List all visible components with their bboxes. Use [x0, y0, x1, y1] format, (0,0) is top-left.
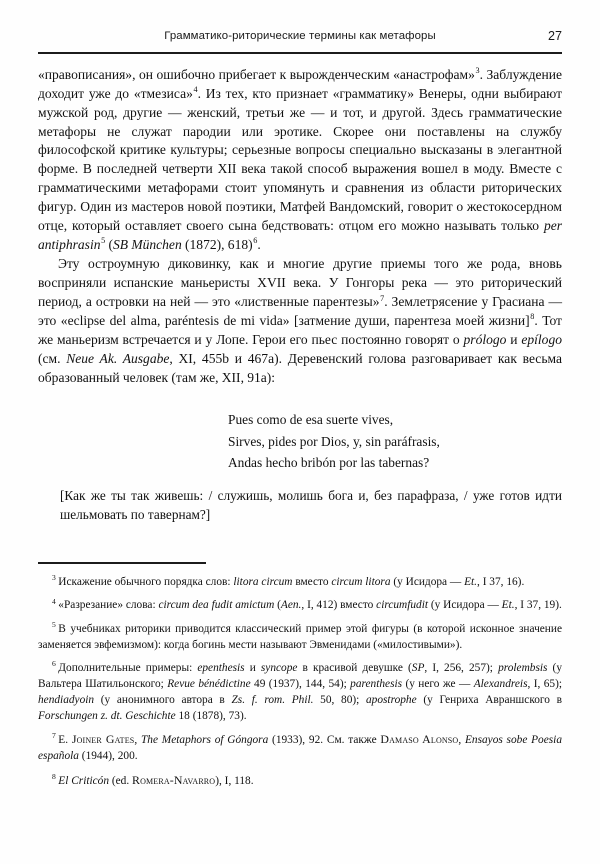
- para1-segment: (1872), 618): [181, 236, 253, 252]
- footnote-marker-7: 7: [380, 293, 385, 303]
- header-title: Грамматико-риторические термины как метафоры: [164, 30, 436, 42]
- footnote-text: (у анонимного автора в: [94, 693, 232, 706]
- footnote-text: В учебниках риторики приводится классический пример этой фигуры (в которой исконное значение заменяется эвфемизмом): когда богинь мести называют Эвменидами («милостивыми»).: [38, 622, 562, 651]
- verse-spacer-bottom: [38, 473, 562, 487]
- para2-segment: (см.: [38, 350, 67, 366]
- footnote-italic-text: Zs. f. rom. Phil.: [231, 693, 314, 706]
- footnote-text: , I, 65);: [527, 678, 563, 691]
- footnote-italic-text: Et.: [464, 576, 478, 588]
- footnote-text: (1944), 200.: [78, 750, 138, 763]
- verse-quotation-block: [38, 409, 562, 473]
- verse-line: Andas hecho bribón por las tabernas?: [228, 454, 430, 470]
- footnote-italic-text: circum litora: [331, 576, 391, 588]
- para2-segment: . Тот же маньеризм встречается и у Лопе. Герои его пьес постоянно говорят о: [38, 312, 562, 347]
- footnote-text: (у Генриха Авраншского в: [416, 693, 563, 706]
- footnote-italic-text: Alexandreis: [473, 678, 528, 691]
- footnote-text: Дополнительные примеры:: [58, 662, 198, 675]
- footnote-item: [38, 575, 562, 591]
- footnote-marker-8: 8: [530, 312, 535, 322]
- footnote-text: «Разрезание» слова:: [58, 599, 159, 612]
- running-header: [38, 30, 562, 54]
- footnote-italic-text: The Metaphors of Góngora: [140, 734, 269, 747]
- footnote-italic-text: syncope: [260, 662, 298, 675]
- para2-segment: , XI, 455b и 467a). Деревенский голова разговаривает как весьма образованный человек (там же, XII, 91a):: [38, 350, 562, 385]
- paragraph-two: [38, 255, 562, 387]
- footnote-italic-text: hendiadyoin: [38, 693, 95, 706]
- footnote-italic-text: Ensayos sobe Poesia española: [38, 734, 563, 763]
- para2-segment: . Землетрясение у Грасиана — это «eclipse del alma, paréntesis de mi vida» [затмение души, парентеза моей жизни]: [38, 294, 562, 328]
- footnote-item: [38, 622, 562, 654]
- footnote-text: (ed.: [109, 774, 133, 787]
- footnote-text: (у Исидора —: [428, 599, 502, 612]
- footnote-text: (: [274, 599, 281, 612]
- footnote-text: Искажение обычного порядка слов:: [58, 576, 234, 588]
- page-number: 27: [547, 29, 562, 43]
- footnote-text: и: [244, 662, 261, 675]
- footnote-italic-text: prolembsis: [498, 662, 548, 675]
- footnote-text: , I 37, 19).: [514, 599, 562, 612]
- footnote-text: (1933), 92. См. также: [268, 734, 381, 747]
- footnote-number: 3: [52, 573, 56, 583]
- footnote-item: [38, 661, 562, 725]
- footnote-number: 4: [52, 596, 56, 606]
- footnote-italic-text: circum dea fudit amictum: [158, 599, 275, 612]
- footnote-text: , I, 256, 257);: [424, 662, 499, 675]
- para1-segment: . Из тех, кто признает «грамматику» Венеры, одни выбирают мужской род, другие — женский, третьи же — и тот, и другой. Здесь грамматические метафоры не служат пародии или эротике. Скорее они поставлены на службу философской критике культуры; серьезные вопросы специально высказаны в элегантной форме. В последней четверти XII века такой способ выражения вошел в моду. Вместе с грамматическими метафорами стоит упомянуть и сравнения из области риторических фигур. Один из мастеров новой поэтики, Матфей Вандомский, говорит о жестокосердном отце, который оставляет своего сына бедствовать: отцом его можно называть только: [38, 85, 562, 233]
- verse-translation: [Как же ты так живешь: / служишь, молишь бога и, без парафраза, / уже готов идти шельмовать по тавернам?]: [60, 487, 562, 522]
- footnote-number: 7: [52, 731, 56, 741]
- footnote-text: (у Исидора —: [390, 576, 465, 588]
- citation-neue-ak-ausgabe: Neue Ak. Ausgabe: [66, 350, 170, 366]
- footnote-italic-text: Et.: [501, 599, 515, 612]
- footnote-marker-6: 6: [253, 236, 258, 246]
- footnote-text: 50, 80);: [313, 693, 366, 706]
- footnote-item: [38, 598, 562, 614]
- footnote-author-name: Joiner Gates: [71, 732, 135, 747]
- footnote-text: в красивой девушке (: [297, 662, 412, 675]
- verse-line: Sirves, pides por Dios, y, sin paráfrasis,: [228, 433, 440, 449]
- footnote-italic-text: litora circum: [233, 576, 293, 588]
- footnote-text: вместо: [292, 576, 332, 588]
- para2-segment: и: [506, 331, 522, 347]
- footnote-text: (у него же —: [402, 678, 474, 691]
- footnote-text: 49 (1937), 144, 54);: [250, 678, 351, 691]
- footnote-text: , I 37, 16).: [477, 576, 525, 588]
- footnote-italic-text: parenthesis: [350, 678, 403, 691]
- footnote-text: ,: [134, 734, 141, 747]
- verse-spacer-top: [38, 387, 562, 409]
- para1-segment: . Заблуждение доходит уже до «тмезиса»: [38, 67, 562, 101]
- footnote-marker-3: 3: [475, 66, 480, 76]
- header-divider-rule: [38, 52, 562, 54]
- footnote-number: 5: [52, 620, 56, 630]
- footnote-author-name: Romera-Navarro: [132, 772, 216, 787]
- footnote-italic-text: SP: [411, 662, 425, 675]
- footnote-italic-text: Revue bénédictine: [167, 678, 251, 691]
- footnote-italic-text: Aen.: [280, 599, 302, 612]
- footnote-item: [38, 773, 562, 790]
- verse-line: Pues como de esa suerte vives,: [228, 412, 394, 428]
- footnote-marker-5: 5: [101, 236, 106, 246]
- para2-segment: Эту остроумную диковинку, как и многие другие приемы того же рода, вновь восприняли испанские маньеристы XVII века. У Гонгоры река — это риторический период, а островки на ней — это «лиственные парентезы»: [38, 256, 562, 310]
- footnote-italic-text: apostrophe: [366, 693, 417, 706]
- spanish-term-epilogo: epílogo: [521, 331, 562, 347]
- footnote-text: , I, 412) вместо: [301, 599, 377, 612]
- latin-phrase-per-antiphrasin: per antiphrasin: [38, 217, 562, 252]
- footnote-author-name: Damaso Alonso: [380, 732, 459, 747]
- footnote-number: 6: [52, 659, 56, 669]
- footnote-italic-text: Forschungen z. dt. Geschichte: [38, 709, 176, 722]
- footnote-marker-4: 4: [193, 85, 198, 95]
- footnotes-section: [38, 575, 562, 789]
- footnote-text: ), I, 118.: [215, 774, 254, 787]
- para1-segment: .: [257, 236, 261, 252]
- para1-segment: (: [105, 236, 113, 252]
- footnote-item: [38, 732, 562, 765]
- footnote-number: 8: [52, 771, 56, 781]
- footnote-separator-rule: [38, 562, 206, 564]
- footnote-italic-text: El Criticón: [58, 774, 110, 787]
- footnote-italic-text: epenthesis: [197, 662, 245, 675]
- citation-sb-munchen: SB München: [112, 236, 182, 252]
- para1-segment: «правописания», он ошибочно прибегает к вырожденческим «анастрофам»: [38, 67, 475, 82]
- footnote-text: (у Вальтера Шатильонского;: [38, 662, 562, 691]
- paragraph-one: [38, 66, 562, 254]
- footnote-text: E.: [58, 734, 72, 747]
- spanish-term-prologo: prólogo: [463, 331, 507, 347]
- body-text-area: [38, 66, 562, 525]
- footnote-text: 18 (1878), 73).: [175, 709, 247, 722]
- footnote-text: ,: [458, 734, 465, 747]
- footnote-italic-text: circumfudit: [376, 599, 429, 612]
